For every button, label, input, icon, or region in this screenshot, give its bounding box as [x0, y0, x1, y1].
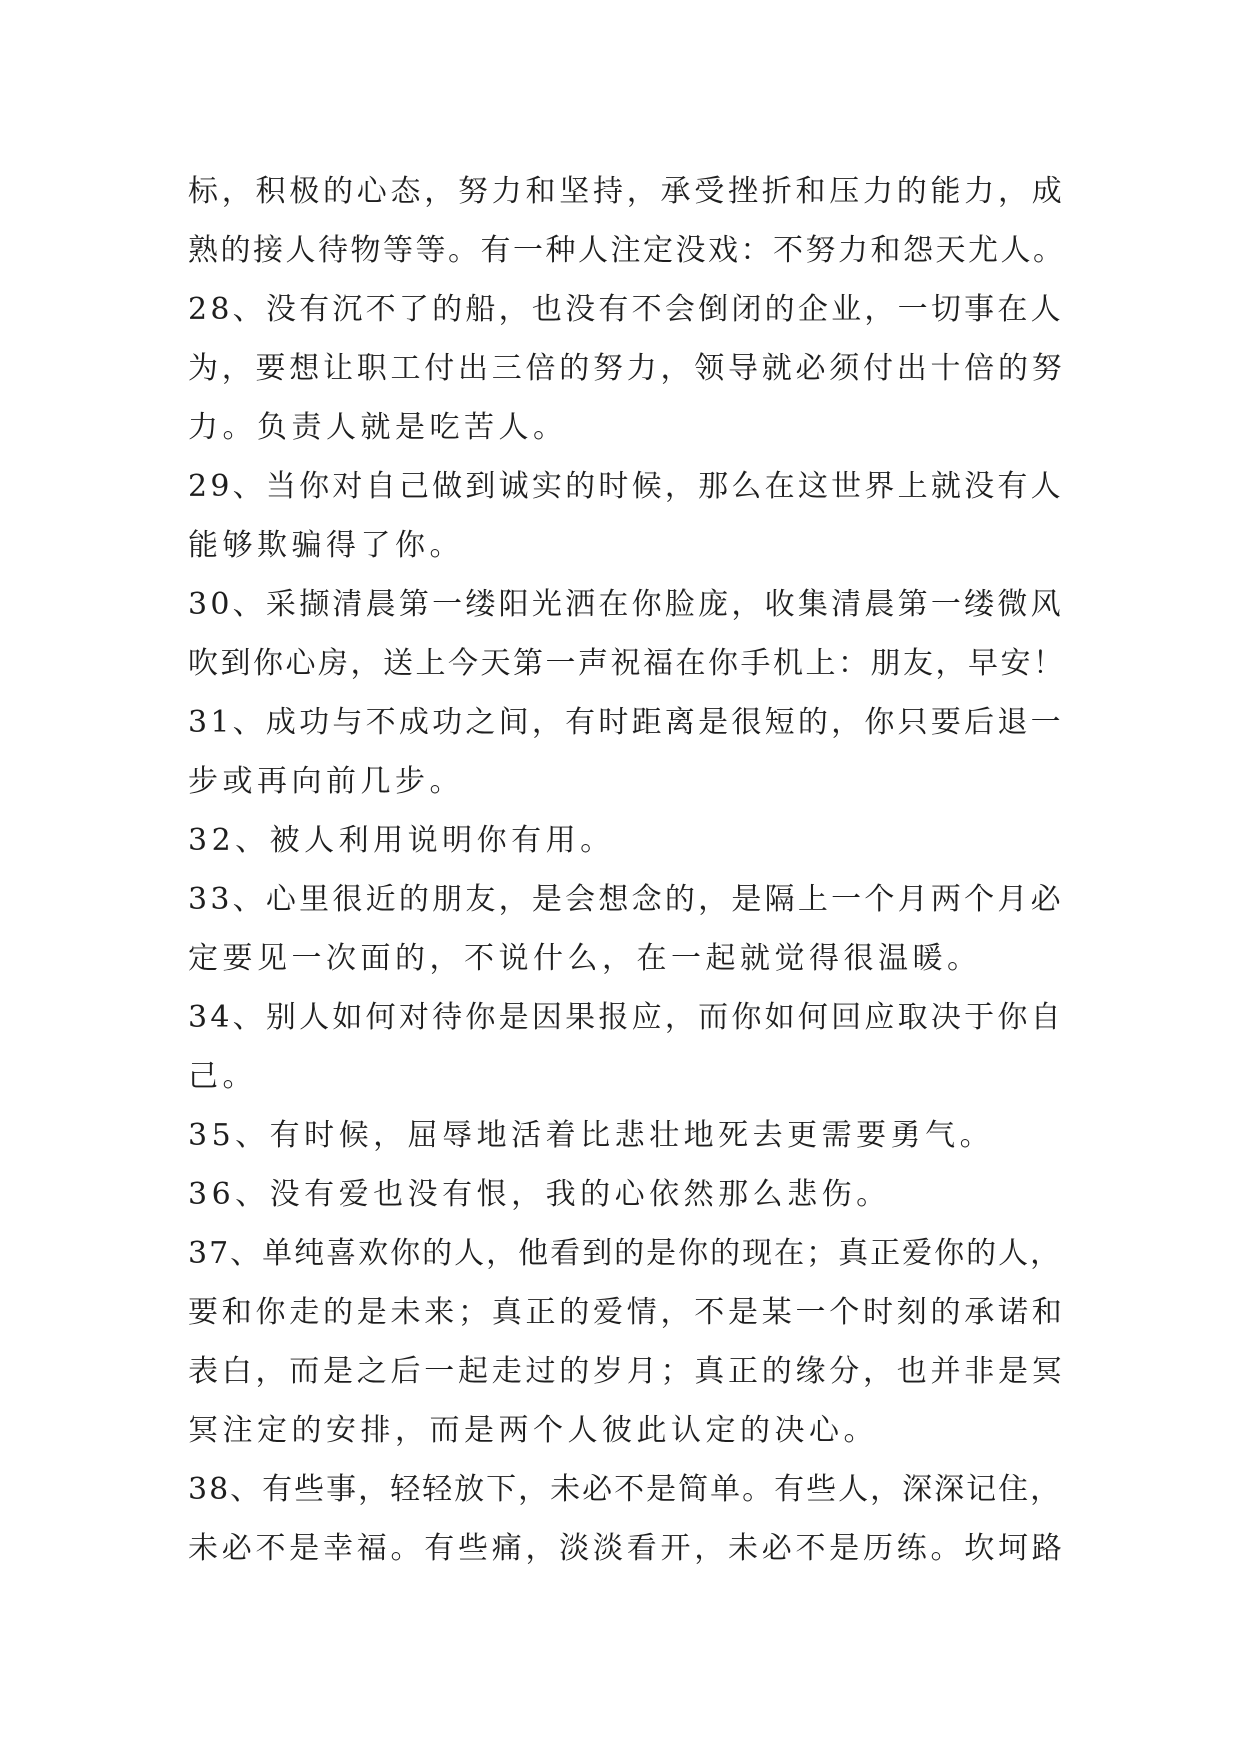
text-line: 32、被人利用说明你有用。: [188, 823, 615, 858]
text-line: 己。: [188, 1059, 257, 1094]
text-line: 31、成功与不成功之间，有时距离是很短的，你只要后退一: [188, 705, 1064, 740]
text-line: 未必不是幸福。有些痛，淡淡看开，未必不是历练。坎坷路: [188, 1531, 1066, 1566]
text-line: 定要见一次面的，不说什么，在一起就觉得很温暖。: [188, 941, 982, 976]
text-line: 33、心里很近的朋友，是会想念的，是隔上一个月两个月必: [188, 882, 1064, 917]
text-line: 步或再向前几步。: [188, 764, 464, 799]
text-line: 34、别人如何对待你是因果报应，而你如何回应取决于你自: [188, 1000, 1064, 1035]
text-line: 28、没有沉不了的船，也没有不会倒闭的企业，一切事在人: [188, 292, 1064, 327]
body-text: [188, 162, 1068, 1578]
text-line: 熟的接人待物等等。有一种人注定没戏：不努力和怨天尤人。: [188, 233, 1066, 268]
text-line: 35、有时候，屈辱地活着比悲壮地死去更需要勇气。: [188, 1118, 995, 1153]
text-line: 冥注定的安排，而是两个人彼此认定的决心。: [188, 1413, 878, 1448]
text-line: 为，要想让职工付出三倍的努力，领导就必须付出十倍的努: [188, 351, 1066, 386]
text-line: 能够欺骗得了你。: [188, 528, 464, 563]
text-line: 30、采撷清晨第一缕阳光洒在你脸庞，收集清晨第一缕微风: [188, 587, 1064, 622]
text-line: 表白，而是之后一起走过的岁月；真正的缘分，也并非是冥: [188, 1354, 1066, 1389]
text-line: 要和你走的是未来；真正的爱情，不是某一个时刻的承诺和: [188, 1295, 1066, 1330]
text-line: 38、有些事，轻轻放下，未必不是简单。有些人，深深记住，: [188, 1472, 1063, 1507]
text-line: 37、单纯喜欢你的人，他看到的是你的现在；真正爱你的人，: [188, 1236, 1063, 1271]
text-line: 29、当你对自己做到诚实的时候，那么在这世界上就没有人: [188, 469, 1064, 504]
text-line: 36、没有爱也没有恨，我的心依然那么悲伤。: [188, 1177, 891, 1212]
text-line: 吹到你心房，送上今天第一声祝福在你手机上：朋友，早安！: [188, 646, 1066, 681]
text-line: 标，积极的心态，努力和坚持，承受挫折和压力的能力，成: [188, 174, 1066, 209]
text-line: 力。负责人就是吃苦人。: [188, 410, 568, 445]
